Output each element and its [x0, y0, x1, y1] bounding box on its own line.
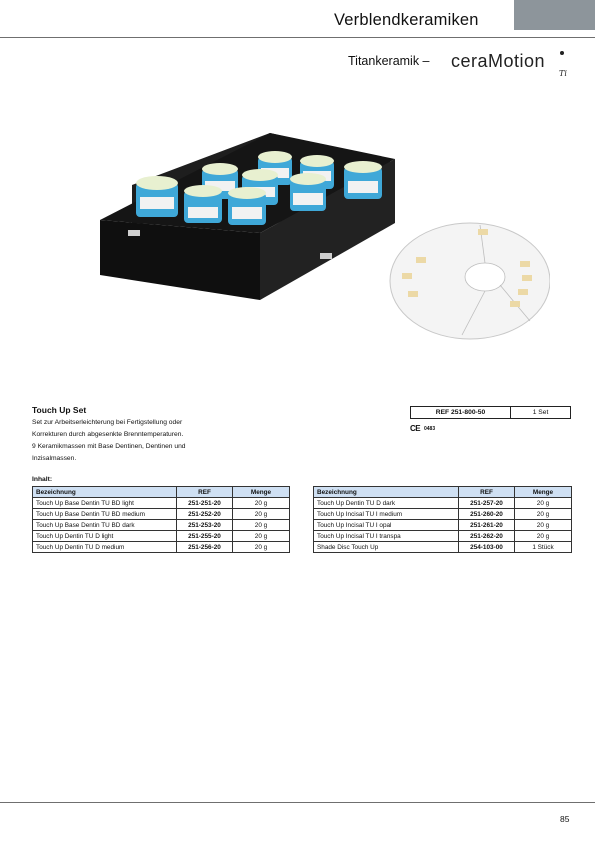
item-ref: 251-262-20 [459, 531, 515, 542]
column-header-name: Bezeichnung [314, 487, 459, 498]
ceramic-jar [344, 161, 382, 199]
set-ref-row [411, 407, 571, 419]
item-quantity: 20 g [515, 509, 572, 520]
item-ref: 251-261-20 [459, 520, 515, 531]
set-quantity: 1 Set [511, 407, 571, 419]
set-ref-table [410, 406, 571, 419]
case-front [100, 220, 260, 300]
table-row [314, 531, 572, 542]
table-header-row [314, 487, 572, 498]
ceramic-jar [184, 185, 222, 223]
table-header-row [33, 487, 290, 498]
item-quantity: 20 g [233, 531, 290, 542]
product-photo [90, 125, 550, 340]
column-header-name: Bezeichnung [33, 487, 177, 498]
contents-label: Inhalt: [32, 476, 53, 483]
item-ref: 251-253-20 [177, 520, 233, 531]
item-ref: 251-252-20 [177, 509, 233, 520]
footer-divider [0, 802, 595, 803]
logo-text: ceraMotion [451, 51, 546, 71]
item-name: Touch Up Incisal TU I medium [314, 509, 459, 520]
item-name: Touch Up Incisal TU I opal [314, 520, 459, 531]
ce-mark: CE [410, 424, 421, 433]
ceramotion-logo [451, 48, 576, 78]
set-description-line: 9 Keramikmassen mit Base Dentinen, Dentinen und [32, 443, 186, 450]
item-ref: 251-251-20 [177, 498, 233, 509]
table-row [33, 542, 290, 553]
item-quantity: 20 g [515, 531, 572, 542]
page-subtitle: Titankeramik – [348, 54, 430, 68]
item-ref: 251-257-20 [459, 498, 515, 509]
contents-table-left [32, 486, 290, 553]
shade-disc [390, 223, 550, 339]
item-name: Touch Up Dentin TU D medium [33, 542, 177, 553]
header-accent-block [514, 0, 595, 30]
table-row [33, 509, 290, 520]
item-name: Touch Up Base Dentin TU BD light [33, 498, 177, 509]
column-header-ref: REF [459, 487, 515, 498]
item-ref: 251-255-20 [177, 531, 233, 542]
page-number: 85 [560, 814, 570, 824]
item-quantity: 20 g [515, 520, 572, 531]
header-divider [0, 37, 595, 38]
item-quantity: 20 g [233, 498, 290, 509]
table-row [314, 498, 572, 509]
table-row [33, 498, 290, 509]
item-quantity: 20 g [515, 498, 572, 509]
set-description-line: Inzisalmassen. [32, 455, 77, 462]
item-ref: 251-260-20 [459, 509, 515, 520]
set-description-line: Set zur Arbeitserleichterung bei Fertigstellung oder [32, 419, 183, 426]
item-name: Touch Up Incisal TU I transpa [314, 531, 459, 542]
set-title: Touch Up Set [32, 405, 87, 415]
set-description [32, 417, 237, 465]
case-latch-right [320, 253, 332, 259]
item-name: Touch Up Base Dentin TU BD medium [33, 509, 177, 520]
set-ref-number: REF 251-800-50 [411, 407, 511, 419]
ceramic-jar [290, 173, 326, 211]
logo-dot [560, 51, 564, 55]
item-quantity: 20 g [233, 542, 290, 553]
column-header-quantity: Menge [515, 487, 572, 498]
ce-number: 0483 [424, 426, 436, 432]
column-header-quantity: Menge [233, 487, 290, 498]
table-row [314, 542, 572, 553]
case-latch-left [128, 230, 140, 236]
item-name: Touch Up Dentin TU D light [33, 531, 177, 542]
ceramic-jar [136, 176, 178, 217]
item-name: Shade Disc Touch Up [314, 542, 459, 553]
contents-table-right [313, 486, 572, 553]
item-ref: 251-256-20 [177, 542, 233, 553]
column-header-ref: REF [177, 487, 233, 498]
logo-suffix: Ti [559, 69, 567, 78]
item-quantity: 20 g [233, 520, 290, 531]
ceramic-jar [228, 187, 266, 225]
table-row [314, 520, 572, 531]
item-quantity: 20 g [233, 509, 290, 520]
item-quantity: 1 Stück [515, 542, 572, 553]
set-description-line: Korrekturen durch abgesenkte Brenntemperaturen. [32, 431, 184, 438]
item-ref: 254-103-00 [459, 542, 515, 553]
item-name: Touch Up Base Dentin TU BD dark [33, 520, 177, 531]
table-row [314, 509, 572, 520]
page-title: Verblendkeramiken [334, 11, 479, 29]
item-name: Touch Up Dentin TU D dark [314, 498, 459, 509]
table-row [33, 531, 290, 542]
table-row [33, 520, 290, 531]
